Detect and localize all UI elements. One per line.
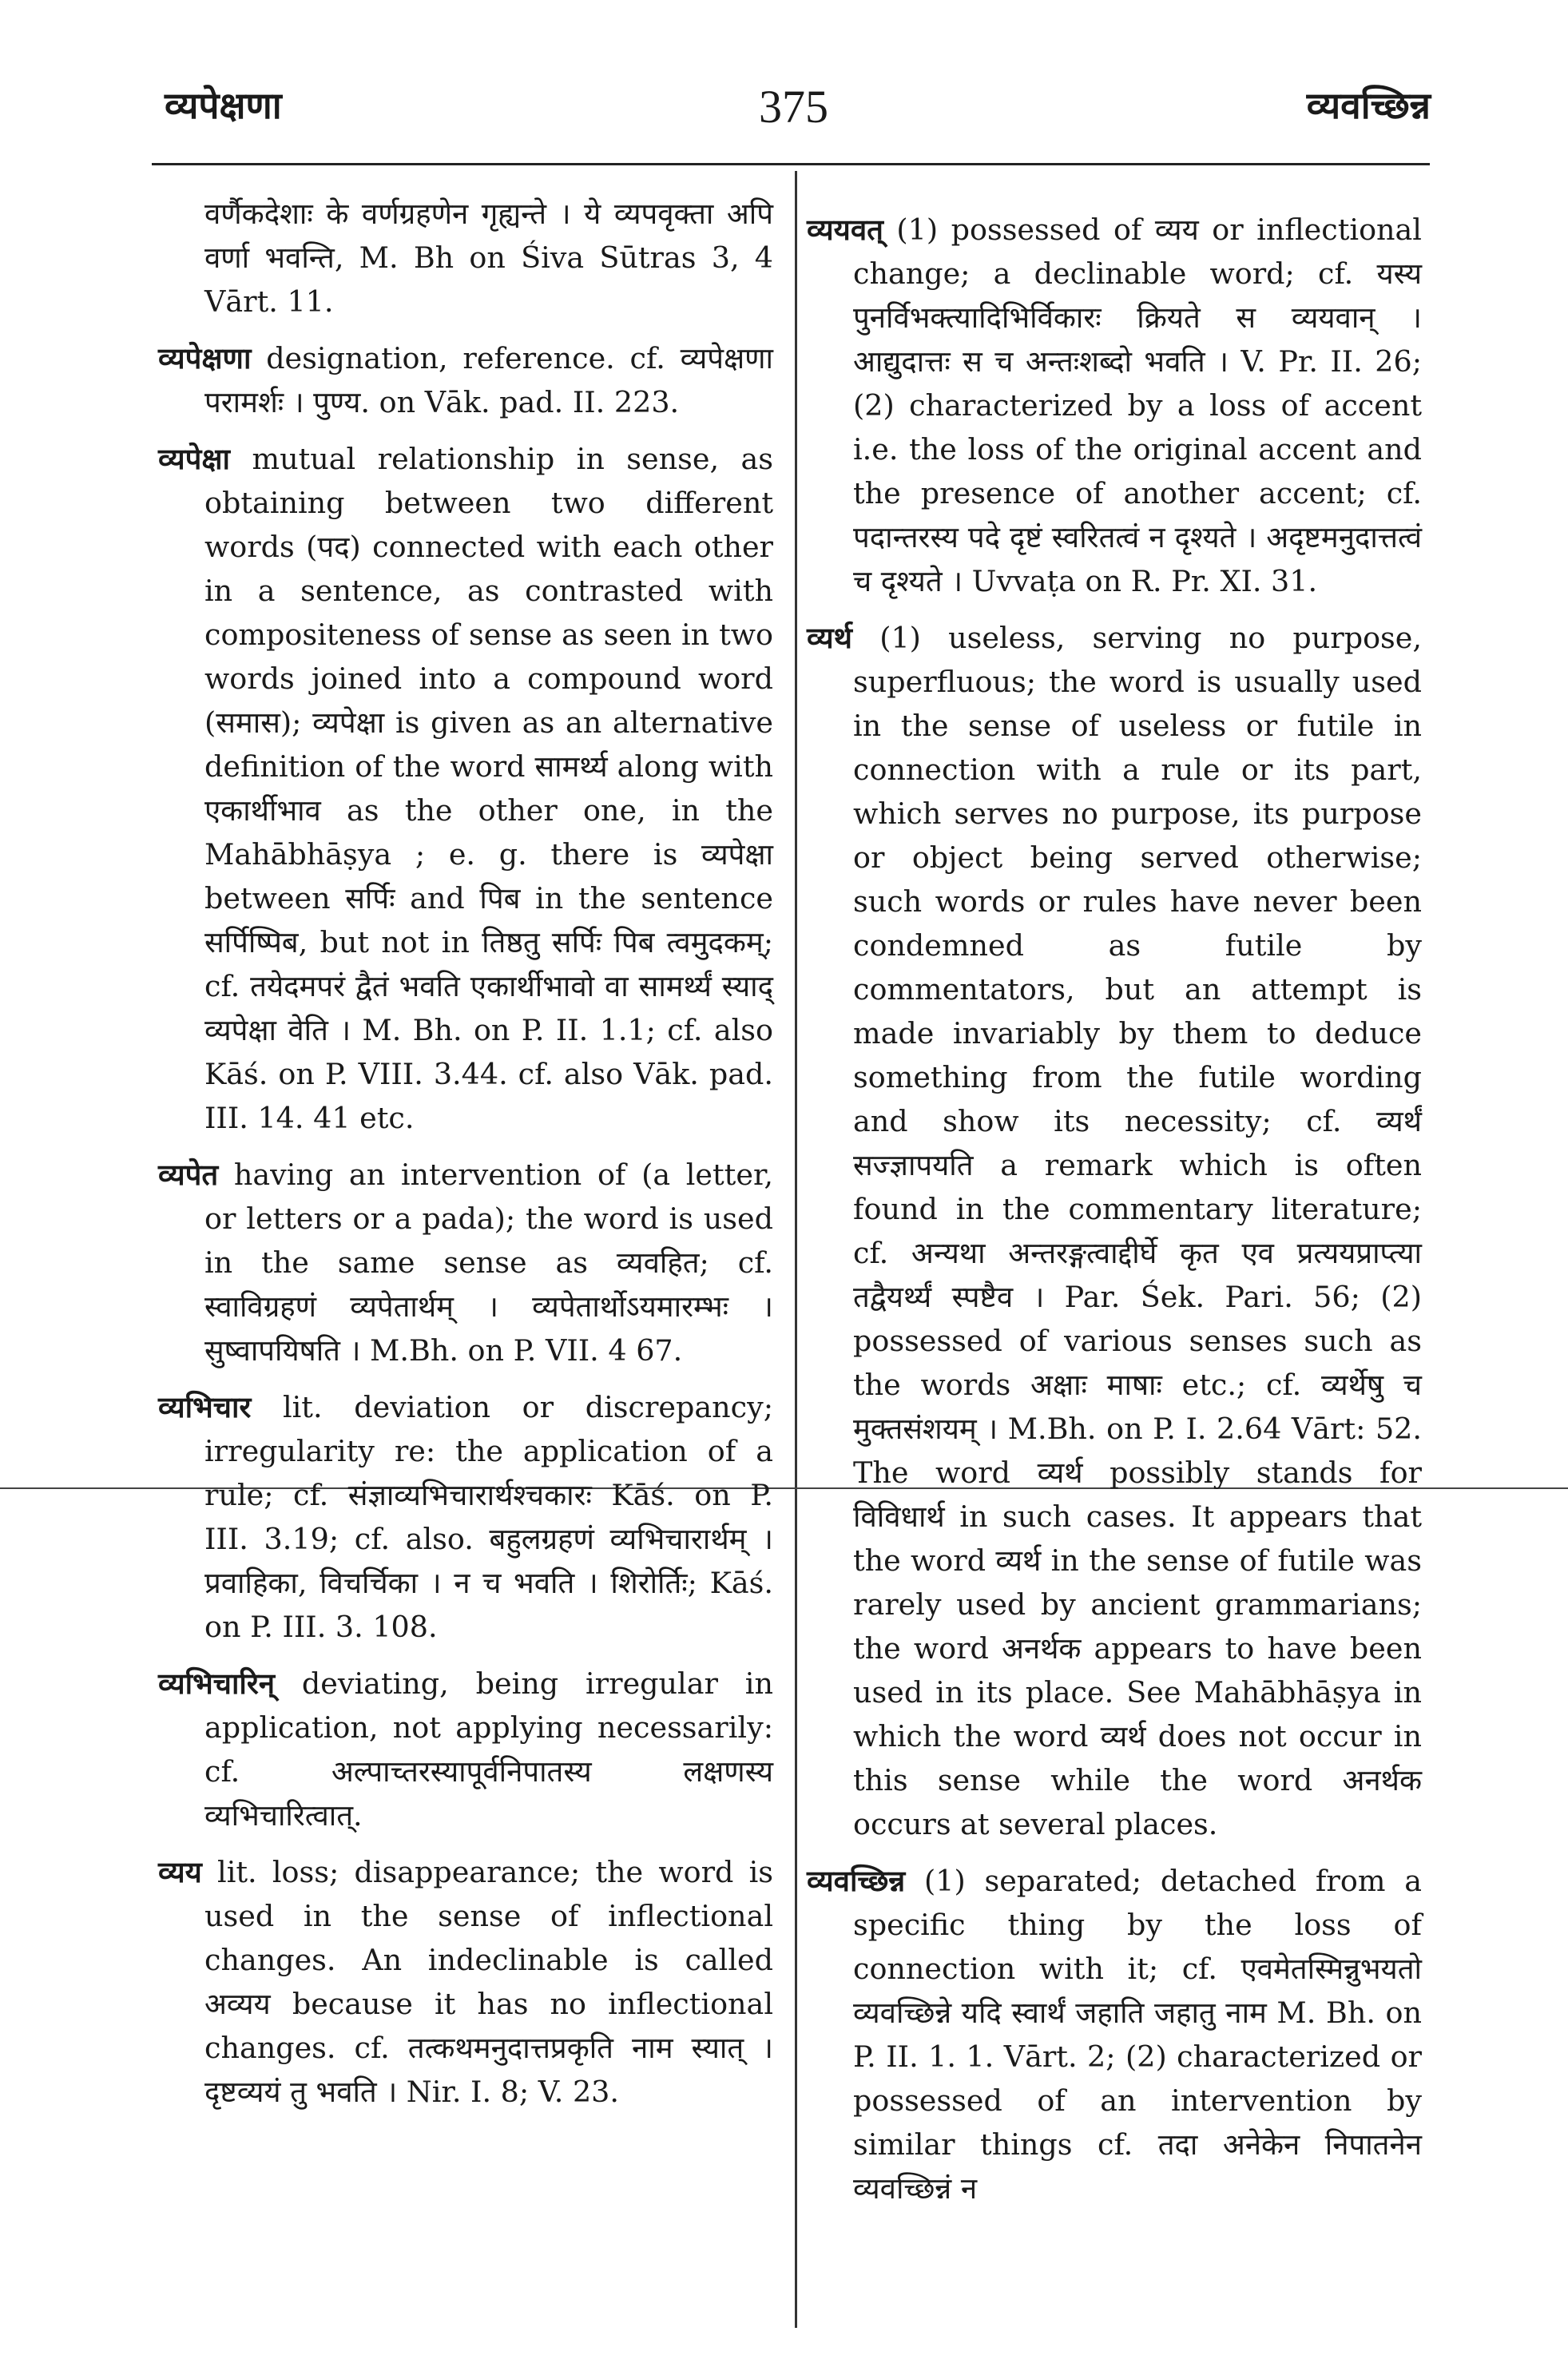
entry-headword: व्यपेक्षणा [158, 341, 252, 375]
entry [158, 1385, 773, 1649]
header-left-headword: व्यपेक्षणा [165, 84, 282, 127]
header-right-headword: व्यवच्छिन्न [1306, 84, 1431, 127]
entry [158, 336, 773, 424]
entry-text: वर्णैकदेशाः के वर्णग्रहणेन गृह्यन्ते । ये व्यपवृक्ता अपि वर्णा भवन्ति, M. Bh on Śiva Sūtras 3, 4 Vārt. 11. [204, 197, 773, 319]
entry-text: (1) possessed of व्यय or inflectional change; a declinable word; cf. यस्य पुनर्विभक्त्यादिभिर्विकारः क्रियते स व्ययवान् । आद्युदात्तः स च अन्तःशब्दो भवति । V. Pr. II. 26; (2) characterized by a loss of accent i.e. the loss of the original accent and the presence of another accent; cf. पदान्तरस्य पदे दृष्टं स्वरितत्वं न दृश्यते । अदृष्टमनुदात्तत्वं च दृश्यते । Uvvaṭa on R. Pr. XI. 31. [853, 212, 1422, 598]
entry-text: lit. deviation or discrepancy; irregularity re: the application of a rule; cf. संज्ञाव्यभिचारार्थश्चकारः Kāś. on P. III. 3.19; cf. also. बहुलग्रहणं व्यभिचारार्थम् । प्रवाहिका, विचर्चिका । न च भवति । शिरोर्तिः; Kāś. on P. III. 3. 108. [204, 1390, 773, 1644]
entry-text: deviating, being irregular in application, not applying necessarily: cf. अल्पाच्तरस्यापूर्वनिपातस्य लक्षणस्य व्यभिचारित्वात्. [204, 1666, 773, 1833]
entry [158, 1850, 773, 2114]
entry-headword: व्यपेक्षा [158, 442, 231, 476]
entry-text: mutual relationship in sense, as obtaining between two different words (पद) connected with each other in a sentence, as contrasted with compositeness of sense as seen in two words joined into a compound word (समास); व्यपेक्षा is given as an alternative definition of the word सामर्थ्य along with एकार्थीभाव as the other one, in the Mahābhāṣya ; e. g. there is व्यपेक्षा between सर्पिः and पिब in the sentence सर्पिष्पिब, but not in तिष्ठतु सर्पिः पिब त्वमुदकम्; cf. तयेदमपरं द्वैतं भवति एकार्थीभावो वा सामर्थ्यं स्याद् व्यपेक्षा वेति । M. Bh. on P. II. 1.1; cf. also Kāś. on P. VIII. 3.44. cf. also Vāk. pad. III. 14. 41 etc. [204, 442, 773, 1135]
column-divider [795, 171, 797, 2328]
page-number: 375 [759, 81, 828, 133]
entry-text: (1) useless, serving no purpose, superfluous; the word is usually used in the sense of useless or futile in connection with a rule or its part, which serves no purpose, its purpose or object being served otherwise; such words or rules have never been condemned as futile by commentators, but an attempt is made invariably by them to deduce something from the futile wording and show its necessity; cf. व्यर्थं सज्ज्ञापयति a remark which is often found in the commentary literature; cf. अन्यथा अन्तरङ्गत्वाद्दीर्घे कृत एव प्रत्ययप्राप्त्या तद्वैयर्थ्यं स्पष्टैव । Par. Śek. Pari. 56; (2) possessed of various senses such as the words अक्षाः माषाः etc.; cf. व्यर्थेषु च मुक्तसंशयम् । M.Bh. on P. I. 2.64 Vārt: 52. The word व्यर्थ possibly stands for विविधार्थ in such cases. It appears that the word व्यर्थ in the sense of futile was rarely used by ancient grammarians; the word अनर्थक appears to have been used in its place. See Mahābhāṣya in which the word व्यर्थ does not occur in this sense while the word अनर्थक occurs at several places. [851, 621, 1422, 1841]
right-column [807, 208, 1422, 2223]
entry [158, 1153, 773, 1372]
entry-headword: व्यभिचार [158, 1390, 252, 1424]
entry-headword: व्ययवत् [807, 212, 883, 247]
entry-text: lit. loss; disappearance; the word is used in the sense of inflectional changes. An indeclinable is called अव्यय because it has no inflectional changes. cf. तत्कथमनुदात्तप्रकृति नाम स्यात् । दृष्टव्ययं तु भवति । Nir. I. 8; V. 23. [201, 1855, 773, 2109]
entry-headword: व्यभिचारिन् [158, 1666, 276, 1701]
entry-headword: व्यपेत [158, 1158, 219, 1192]
entry [807, 208, 1422, 603]
entry [807, 1859, 1422, 2210]
entry-text: designation, reference. cf. व्यपेक्षणा परामर्शः । पुण्य. on Vāk. pad. II. 223. [204, 341, 773, 419]
entry [807, 616, 1422, 1846]
entry-continuation [158, 192, 773, 324]
entry-headword: व्यय [158, 1855, 202, 1889]
entry-text: (1) separated; detached from a specific thing by the loss of connection with it; cf. एवमेतस्मिन्नुभयतो व्यवच्छिन्ने यदि स्वार्थं जहाति जहातु नाम M. Bh. on P. II. 1. 1. Vārt. 2; (2) characterized or possessed of an intervention by similar things cf. तदा अनेकेन निपातनेन व्यवच्छिन्नं न [853, 1864, 1422, 2206]
entry-headword: व्यवच्छिन्न [807, 1864, 906, 1898]
entry [158, 1662, 773, 1837]
entry-text: having an intervention of (a letter, or letters or a pada); the word is used in the same sense as व्यवहित; cf. स्वाविग्रहणं व्यपेतार्थम् । व्यपेतार्थोऽयमारम्भः । सुष्वापयिषति । M.Bh. on P. VII. 4 67. [204, 1158, 773, 1368]
entry-headword: व्यर्थ [807, 621, 852, 655]
header-rule [152, 163, 1430, 165]
entry [158, 437, 773, 1140]
left-column [158, 192, 773, 2127]
